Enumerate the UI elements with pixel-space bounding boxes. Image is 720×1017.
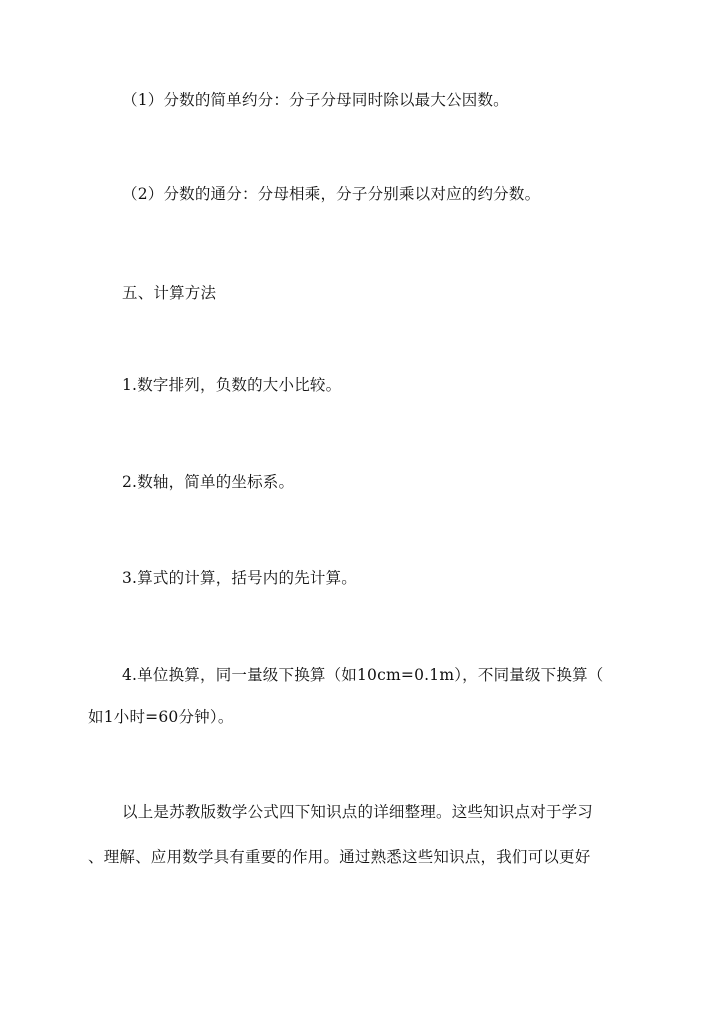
fraction-common-denominator-line: （2）分数的通分：分母相乘，分子分别乘以对应的约分数。 <box>122 185 541 203</box>
fraction-simplify-line: （1）分数的简单约分：分子分母同时除以最大公因数。 <box>122 91 509 109</box>
summary-paragraph-line-2: 、理解、应用数学具有重要的作用。通过熟悉这些知识点，我们可以更好 <box>88 848 591 866</box>
section-heading-calculation-methods: 五、计算方法 <box>122 284 217 302</box>
list-item-number-ordering: 1.数字排列，负数的大小比较。 <box>122 376 342 394</box>
summary-paragraph-line-1: 以上是苏教版数学公式四下知识点的详细整理。这些知识点对于学习 <box>122 803 594 821</box>
list-item-unit-conversion: 4.单位换算，同一量级下换算（如10cm=0.1m），不同量级下换算（ <box>122 666 604 684</box>
list-item-number-axis: 2.数轴，简单的坐标系。 <box>122 473 295 491</box>
list-item-expression-calculation: 3.算式的计算，括号内的先计算。 <box>122 569 357 587</box>
list-item-unit-conversion-continued: 如1小时=60分钟）。 <box>88 708 234 726</box>
